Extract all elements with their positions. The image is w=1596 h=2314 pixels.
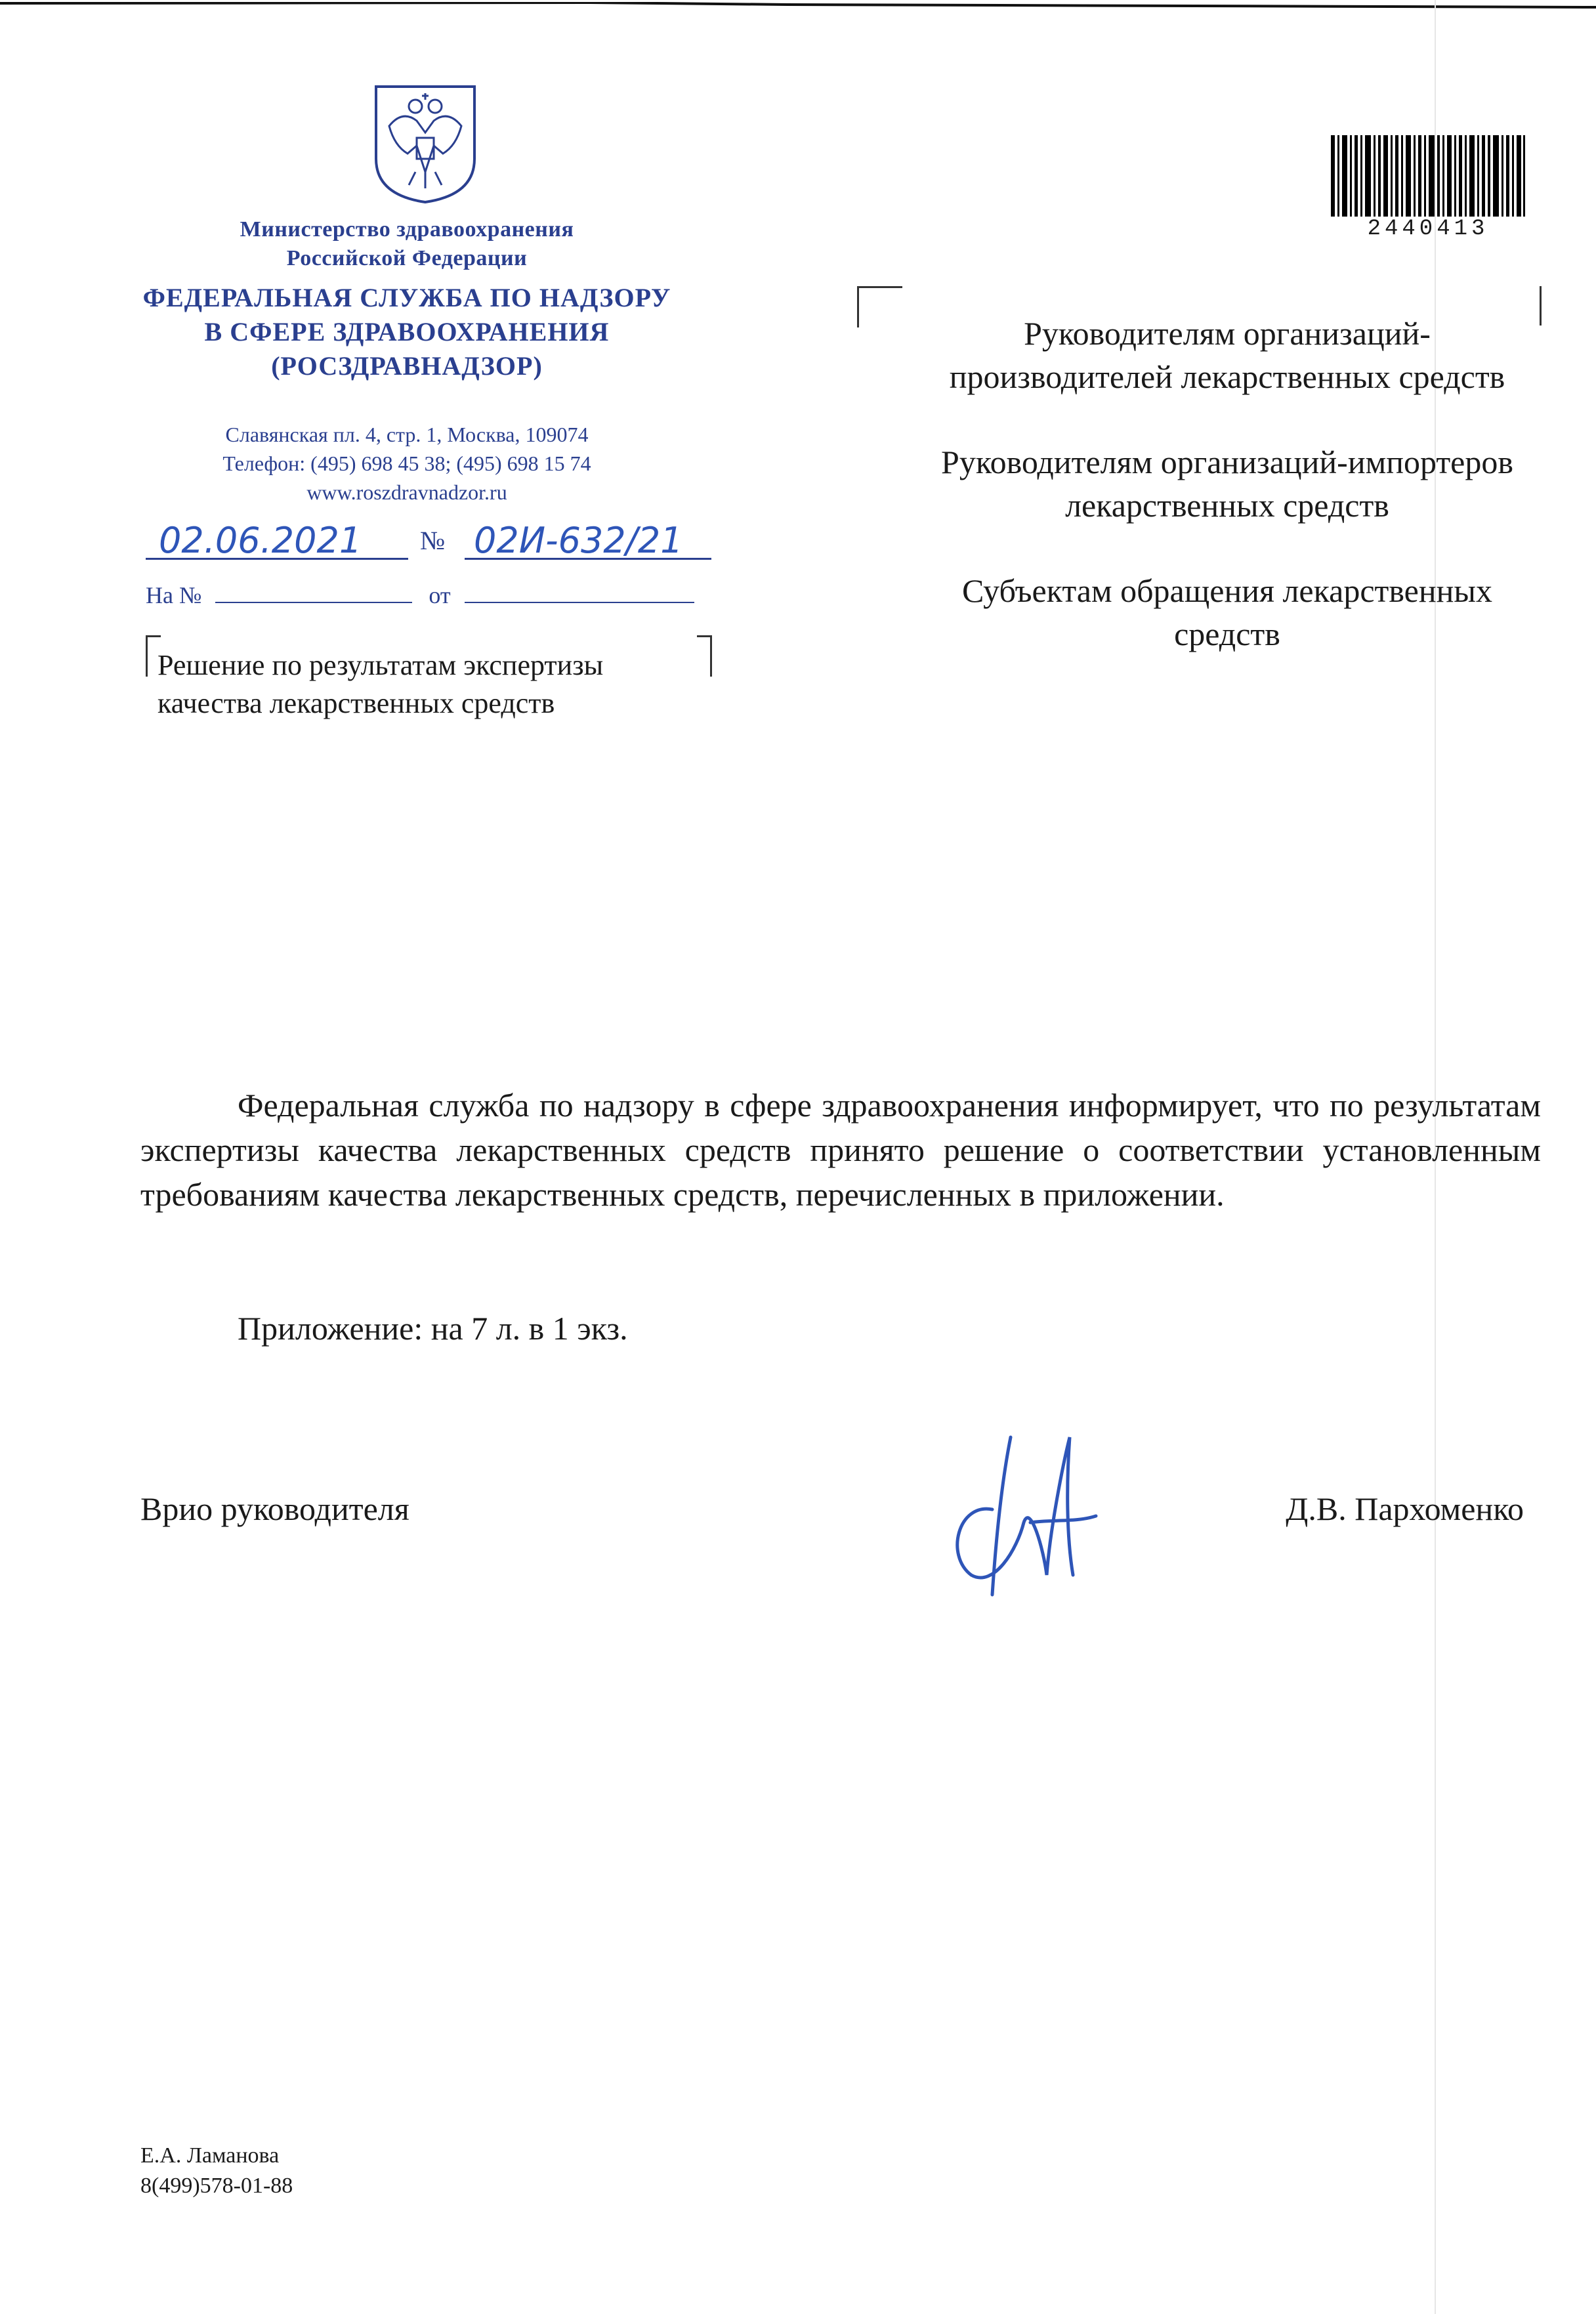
handwritten-date: 02.06.2021	[159, 520, 362, 561]
date-underline	[146, 558, 408, 560]
subject-line-1: Решение по результатам экспертизы	[158, 649, 604, 681]
addressee-block	[925, 312, 1529, 698]
number-sign: №	[420, 526, 446, 555]
ministry-line-2: Российской Федерации	[286, 246, 528, 270]
addressee-manufacturers: Руководителям организаций-производителей лекарственных средств	[949, 315, 1505, 395]
ministry-line-1: Министерство здравоохранения	[240, 217, 574, 242]
signatory-position: Врио руководителя	[140, 1490, 410, 1527]
coat-of-arms-emblem	[369, 80, 481, 205]
website: www.roszdravnadzor.ru	[306, 480, 507, 504]
letter-body	[140, 1083, 1541, 1217]
service-line-2: В СФЕРЕ ЗДРАВООХРАНЕНИЯ	[204, 317, 610, 347]
subject-line-2: качества лекарственных средств	[158, 687, 555, 719]
contact-block	[131, 420, 682, 507]
addressee-importers: Руководителям организаций-импортеров лекарственных средств	[941, 444, 1513, 524]
reply-number-blank	[215, 602, 412, 603]
handwritten-signature	[932, 1424, 1102, 1608]
attachment-note: Приложение: на 7 л. в 1 экз.	[238, 1310, 628, 1347]
executor-name: Е.А. Ламанова	[140, 2143, 280, 2168]
service-line-1: ФЕДЕРАЛЬНАЯ СЛУЖБА ПО НАДЗОРУ	[142, 283, 671, 312]
handwritten-number: 02И-632/21	[474, 520, 683, 561]
reply-date-blank	[465, 602, 694, 603]
barcode-number: 2440413	[1367, 217, 1489, 242]
service-name	[98, 281, 715, 383]
barcode	[1331, 135, 1525, 217]
executor-phone: 8(499)578-01-88	[140, 2174, 293, 2198]
letter-subject	[158, 646, 709, 723]
body-paragraph: Федеральная служба по надзору в сфере здравоохранения информирует, что по результатам экспертизы качества лекарственных средств принято решение о соответствии установленным требованиям качества лекарственных средств, перечисленных в приложении.	[140, 1087, 1541, 1213]
signatory-name: Д.В. Пархоменко	[1286, 1490, 1524, 1527]
ministry-name	[131, 215, 682, 273]
reply-to-label: На №	[146, 582, 202, 608]
service-line-3: (РОСЗДРАВНАДЗОР)	[271, 351, 543, 381]
executor-block	[140, 2141, 293, 2201]
addressee-corner-left	[857, 286, 902, 327]
from-label: от	[429, 582, 451, 608]
phone-numbers: Телефон: (495) 698 45 38; (495) 698 15 74	[222, 452, 591, 475]
postal-address: Славянская пл. 4, стр. 1, Москва, 109074	[225, 423, 589, 446]
reply-reference-line	[146, 581, 694, 609]
scan-top-border	[0, 0, 1596, 7]
number-underline	[465, 558, 711, 560]
addressee-circulation-subjects: Субъектам обращения лекарственных средств	[962, 572, 1492, 652]
